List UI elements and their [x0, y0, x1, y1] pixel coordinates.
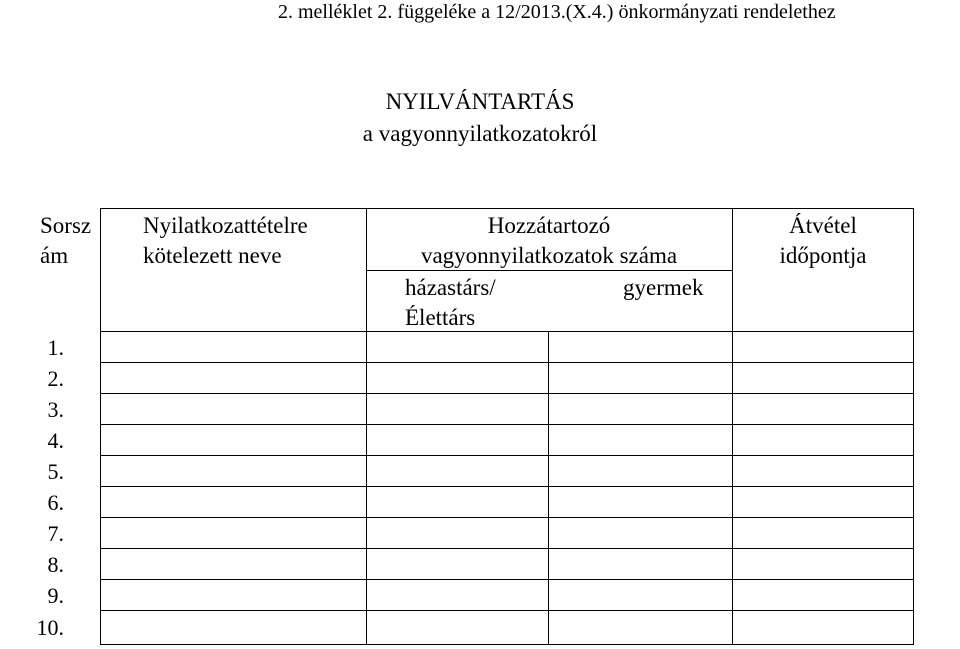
table-top-border: [100, 208, 914, 209]
header-receipt-1: Átvétel: [789, 213, 857, 238]
header-name-2: kötelezett neve: [143, 243, 282, 268]
title-line-1: NYILVÁNTARTÁS: [385, 89, 575, 114]
row-line-9: [100, 610, 914, 611]
document-title: [0, 86, 960, 150]
table-right-border: [913, 208, 914, 645]
row-number: 7.: [47, 521, 64, 546]
row-number: 3.: [47, 397, 64, 422]
row-line-1: [100, 362, 914, 363]
header-related-1: Hozzátartozó: [487, 213, 611, 238]
subheader-child: gyermek: [623, 275, 704, 300]
header-sorszam-1: Sorsz: [40, 213, 92, 238]
row-line-7: [100, 548, 914, 549]
header-related-2: vagyonnyilatkozatok száma: [420, 243, 678, 268]
row-number: 8.: [47, 552, 64, 577]
row-line-2: [100, 393, 914, 394]
row-number: 4.: [47, 428, 64, 453]
subheader-spouse-2: Élettárs: [405, 305, 476, 330]
header-sorszam-2: ám: [40, 243, 69, 268]
row-number: 9.: [47, 583, 64, 608]
row-number: 2.: [47, 366, 64, 391]
row-line-8: [100, 579, 914, 580]
col-divider-3: [732, 208, 733, 645]
row-number: 6.: [47, 490, 64, 515]
header-name-1: Nyilatkozattételre: [143, 213, 308, 238]
row-line-4: [100, 455, 914, 456]
row-line-3: [100, 424, 914, 425]
row-number: 10.: [36, 615, 64, 640]
col-divider-2: [366, 208, 367, 645]
table-bottom-border: [100, 644, 914, 645]
row-line-5: [100, 486, 914, 487]
row-line-6: [100, 517, 914, 518]
header-receipt-2: időpontja: [779, 243, 867, 268]
col-divider-1: [100, 208, 101, 645]
row-number: 5.: [47, 459, 64, 484]
col-divider-sub: [548, 331, 549, 645]
appendix-reference: 2. melléklet 2. függeléke a 12/2013.(X.4.) önkormányzati rendelethez: [278, 1, 836, 23]
subheader-spouse-1: házastárs/: [405, 275, 496, 300]
title-line-2: a vagyonnyilatkozatokról: [362, 121, 598, 146]
row-number: 1.: [47, 335, 64, 360]
header-bottom-border: [100, 331, 914, 332]
